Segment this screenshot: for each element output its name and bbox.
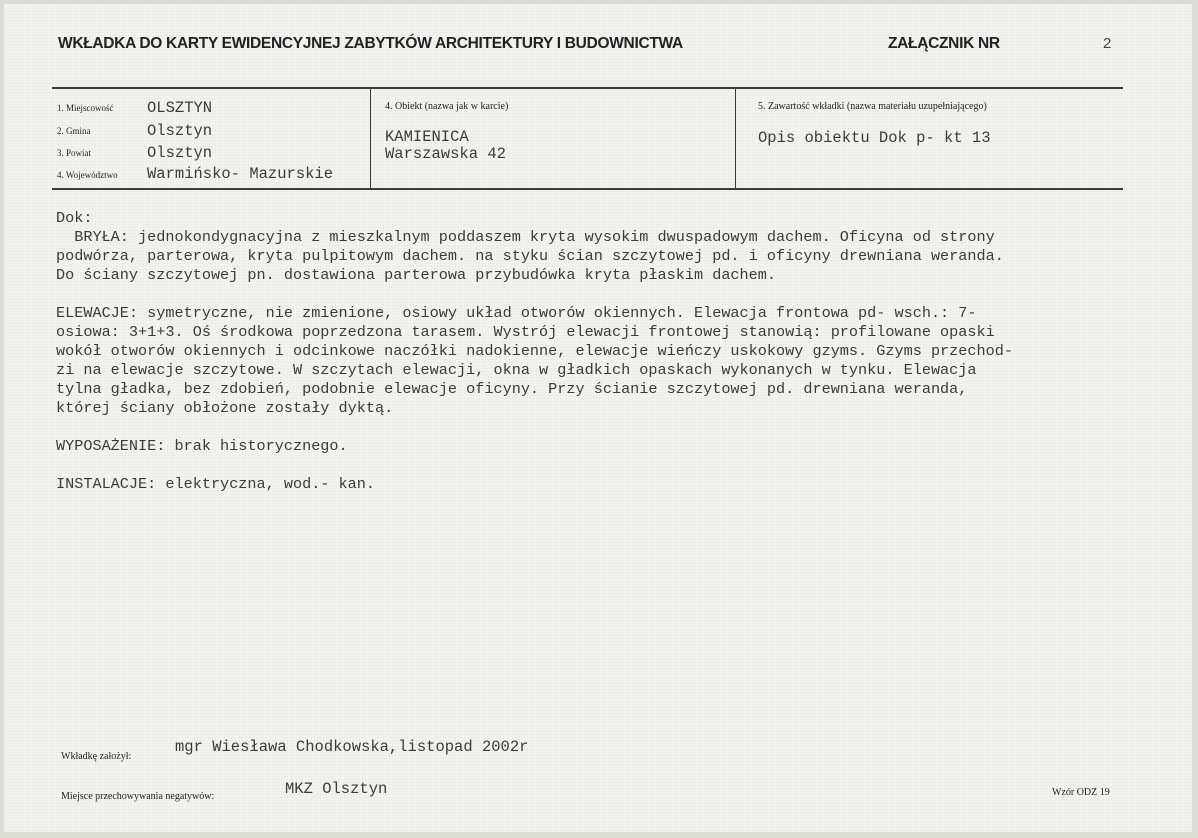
document-title: WKŁADKA DO KARTY EWIDENCYJNEJ ZABYTKÓW ARCHITEKTURY I BUDOWNICTWA bbox=[58, 35, 683, 52]
contents-value: Opis obiektu Dok p- kt 13 bbox=[758, 129, 991, 147]
body-line: Do ściany szczytowej pn. dostawiona parterowa przybudówka kryta płaskim dachem. bbox=[56, 266, 777, 284]
miejscowosc-value: OLSZTYN bbox=[147, 99, 213, 117]
gmina-label: 2. Gmina bbox=[57, 126, 91, 136]
wyposazenie-line: WYPOSAŻENIE: brak historycznego. bbox=[56, 437, 348, 455]
gmina-value: Olsztyn bbox=[147, 122, 213, 140]
annex-label: ZAŁĄCZNIK NR bbox=[888, 35, 1000, 52]
instalacje-line: INSTALACJE: elektryczna, wod.- kan. bbox=[56, 475, 375, 493]
body-line: wokół otworów okiennych i odcinkowe naczółki nadokienne, elewacje wieńczy uskokowy gzyms. Gzyms przechod- bbox=[56, 342, 1013, 360]
form-code: Wzór ODZ 19 bbox=[1052, 787, 1110, 798]
object-address: Warszawska 42 bbox=[385, 145, 506, 163]
storage-label: Miejsce przechowywania negatywów: bbox=[61, 791, 215, 802]
body-line: tylna gładka, bez zdobień, podobnie elewacje oficyny. Przy ścianie szczytowej pd. drewniana weranda, bbox=[56, 380, 968, 398]
column-divider-1 bbox=[370, 89, 371, 188]
wojewodztwo-value: Warmińsko- Mazurskie bbox=[147, 165, 334, 183]
wojewodztwo-label: 4. Województwo bbox=[57, 170, 118, 180]
object-name: KAMIENICA bbox=[385, 128, 469, 146]
contents-label: 5. Zawartość wkładki (nazwa materiału uzupełniającego) bbox=[758, 101, 987, 112]
description-body bbox=[56, 209, 1116, 494]
author-label: Wkładkę założył: bbox=[61, 751, 132, 762]
body-line: Dok: bbox=[56, 209, 93, 227]
table-top-rule bbox=[52, 87, 1123, 89]
column-divider-2 bbox=[735, 89, 736, 188]
body-line: ELEWACJE: symetryczne, nie zmienione, osiowy układ otworów okiennych. Elewacja frontowa pd- wsch.: 7- bbox=[56, 304, 977, 322]
body-line: zi na elewacje szczytowe. W szczytach elewacji, okna w gładkich opaskach wykonanych w tynku. Elewacja bbox=[56, 361, 977, 379]
powiat-value: Olsztyn bbox=[147, 144, 213, 162]
table-bottom-rule bbox=[52, 188, 1123, 190]
body-line: której ściany obłożone zostały dyktą. bbox=[56, 399, 394, 417]
body-line: podwórza, parterowa, kryta pulpitowym dachem. na styku ścian szczytowej pd. i oficyny drewniana weranda. bbox=[56, 247, 1004, 265]
miejscowosc-label: 1. Miejscowość bbox=[57, 103, 114, 113]
body-line: osiowa: 3+1+3. Oś środkowa poprzedzona tarasem. Wystrój elewacji frontowej stanowią: profilowane opaski bbox=[56, 323, 995, 341]
object-label: 4. Obiekt (nazwa jak w karcie) bbox=[385, 101, 509, 112]
author-value: mgr Wiesława Chodkowska,listopad 2002r bbox=[175, 738, 529, 756]
page-number: 2 bbox=[1103, 35, 1112, 52]
storage-value: MKZ Olsztyn bbox=[285, 780, 388, 798]
powiat-label: 3. Powiat bbox=[57, 148, 92, 158]
body-line: BRYŁA: jednokondygnacyjna z mieszkalnym poddaszem kryta wysokim dwuspadowym dachem. Oficyna od strony bbox=[56, 228, 995, 246]
